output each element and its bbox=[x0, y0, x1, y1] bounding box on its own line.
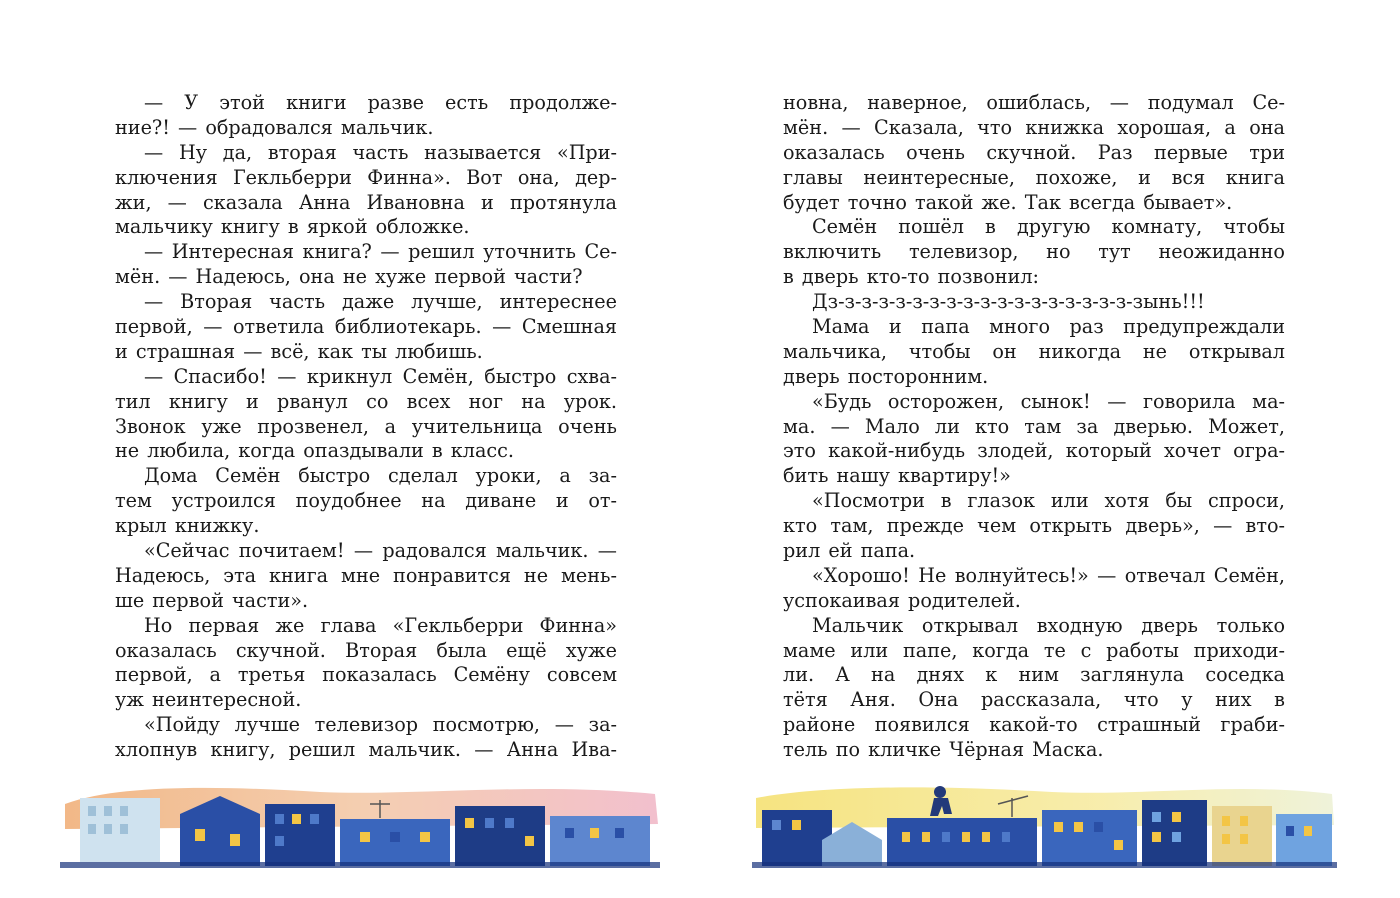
right-page-text-line: «Хорошо! Не волнуйтесь!» — отвечал Семён, bbox=[812, 563, 1285, 587]
right-page-text-line: маме или папе, когда те с работы приходи- bbox=[783, 638, 1285, 662]
left-page-text-line: мён. — Надеюсь, она не хуже первой части? bbox=[115, 265, 583, 289]
left-page-text-line: первой, а третья показалась Семёну совсем bbox=[115, 663, 617, 687]
left-page-text-line: ше первой части». bbox=[115, 588, 309, 612]
left-page-text-line: жи, — сказала Анна Ивановна и протянула bbox=[115, 190, 617, 214]
left-page-text-line: — У этой книги разве есть продолже- bbox=[144, 91, 617, 114]
left-page-text bbox=[115, 91, 617, 763]
left-page-text-line: тил книгу и рванул со всех ног на урок. bbox=[115, 389, 617, 413]
left-page-text-line: — Интересная книга? — решил уточнить Се- bbox=[144, 240, 617, 264]
right-page-text-line: это какой-нибудь злодей, который хочет огра- bbox=[783, 439, 1285, 463]
city-rooftops-burglar-illustration bbox=[752, 770, 1337, 874]
left-page-text-line: — Спасибо! — крикнул Семён, быстро схва- bbox=[144, 364, 617, 388]
right-page-text-line: рил ей папа. bbox=[783, 539, 916, 563]
right-page-text-line: Дз-з-з-з-з-з-з-з-з-з-з-з-з-з-з-з-з-з-зынь!!! bbox=[812, 290, 1205, 314]
right-page-text-line: ли. А на днях к ним заглянула соседка bbox=[783, 663, 1285, 687]
left-page-text-line: тем устроился поудобнее на диване и от- bbox=[115, 489, 617, 513]
right-page-text-line: включить телевизор, но тут неожиданно bbox=[783, 240, 1285, 264]
left-page-text-line: оказалась скучной. Вторая была ещё хуже bbox=[115, 638, 617, 662]
right-page-text-line: Семён пошёл в другую комнату, чтобы bbox=[812, 215, 1285, 239]
right-page-text bbox=[783, 91, 1285, 763]
right-page-text-line: Мальчик открывал входную дверь только bbox=[812, 613, 1285, 637]
left-page-text-line: «Сейчас почитаем! — радовался мальчик. — bbox=[144, 539, 617, 563]
right-page-text-line: оказалась очень скучной. Раз первые три bbox=[783, 140, 1285, 164]
left-page-text-line: крыл книжку. bbox=[115, 514, 260, 538]
right-page-text-line: «Посмотри в глазок или хотя бы спроси, bbox=[812, 489, 1285, 513]
right-page-text-line: «Будь осторожен, сынок! — говорила ма- bbox=[812, 389, 1285, 413]
right-page-text-line: мён. — Сказала, что книжка хорошая, а она bbox=[783, 115, 1285, 139]
left-page-text-line: Дома Семён быстро сделал уроки, а за- bbox=[144, 464, 617, 488]
right-page-text-line: мальчика, чтобы он никогда не открывал bbox=[783, 339, 1285, 363]
right-page-text-line: будет точно такой же. Так всегда бывает». bbox=[783, 190, 1233, 214]
right-page-text-line: в дверь кто-то позвонил: bbox=[783, 265, 1039, 289]
right-page-text-line: ма. — Мало ли кто там за дверью. Может, bbox=[783, 414, 1285, 438]
left-page-text-line: ключения Гекльберри Финна». Вот она, дер- bbox=[115, 165, 617, 189]
left-page-text-line: — Ну да, вторая часть называется «При- bbox=[144, 140, 617, 164]
right-page-text-line: успокаивая родителей. bbox=[783, 588, 1021, 612]
right-page-text-line: районе появился какой-то страшный граби- bbox=[783, 713, 1285, 737]
left-page-text-line: Надеюсь, эта книга мне понравится не мень- bbox=[115, 563, 617, 587]
city-rooftops-dusk-illustration bbox=[60, 774, 660, 874]
left-page-text-line: мальчику книгу в яркой обложке. bbox=[115, 215, 470, 239]
right-page-text-line: тель по кличке Чёрная Маска. bbox=[783, 738, 1104, 762]
left-page-text-line: и страшная — всё, как ты любишь. bbox=[115, 339, 483, 363]
right-page-text-line: дверь посторонним. bbox=[783, 364, 989, 388]
left-page-text-line: не любила, когда опаздывали в класс. bbox=[115, 439, 515, 463]
left-page-text-line: ние?! — обрадовался мальчик. bbox=[115, 115, 434, 139]
right-page-text-line: кто там, прежде чем открыть дверь», — вто- bbox=[783, 514, 1285, 538]
right-page-text-line: главы неинтересные, похоже, и вся книга bbox=[783, 165, 1285, 189]
left-page-text-line: Но первая же глава «Гекльберри Финна» bbox=[144, 613, 617, 637]
left-page-text-line: хлопнув книгу, решил мальчик. — Анна Ива- bbox=[115, 738, 617, 762]
right-page-text-line: Мама и папа много раз предупреждали bbox=[812, 315, 1285, 339]
right-page-text-line: новна, наверное, ошиблась, — подумал Се- bbox=[783, 91, 1285, 114]
right-page-text-line: бить нашу квартиру!» bbox=[783, 464, 1011, 488]
left-page-text-line: Звонок уже прозвенел, а учительница очень bbox=[115, 414, 617, 438]
left-page-text-line: «Пойду лучше телевизор посмотрю, — за- bbox=[144, 713, 617, 737]
right-page-text-line: тётя Аня. Она рассказала, что у них в bbox=[783, 688, 1285, 712]
left-page-text-line: — Вторая часть даже лучше, интереснее bbox=[144, 290, 617, 314]
left-page-text-line: уж неинтересной. bbox=[115, 688, 302, 712]
left-page-text-line: первой, — ответила библиотекарь. — Смешная bbox=[115, 315, 617, 339]
